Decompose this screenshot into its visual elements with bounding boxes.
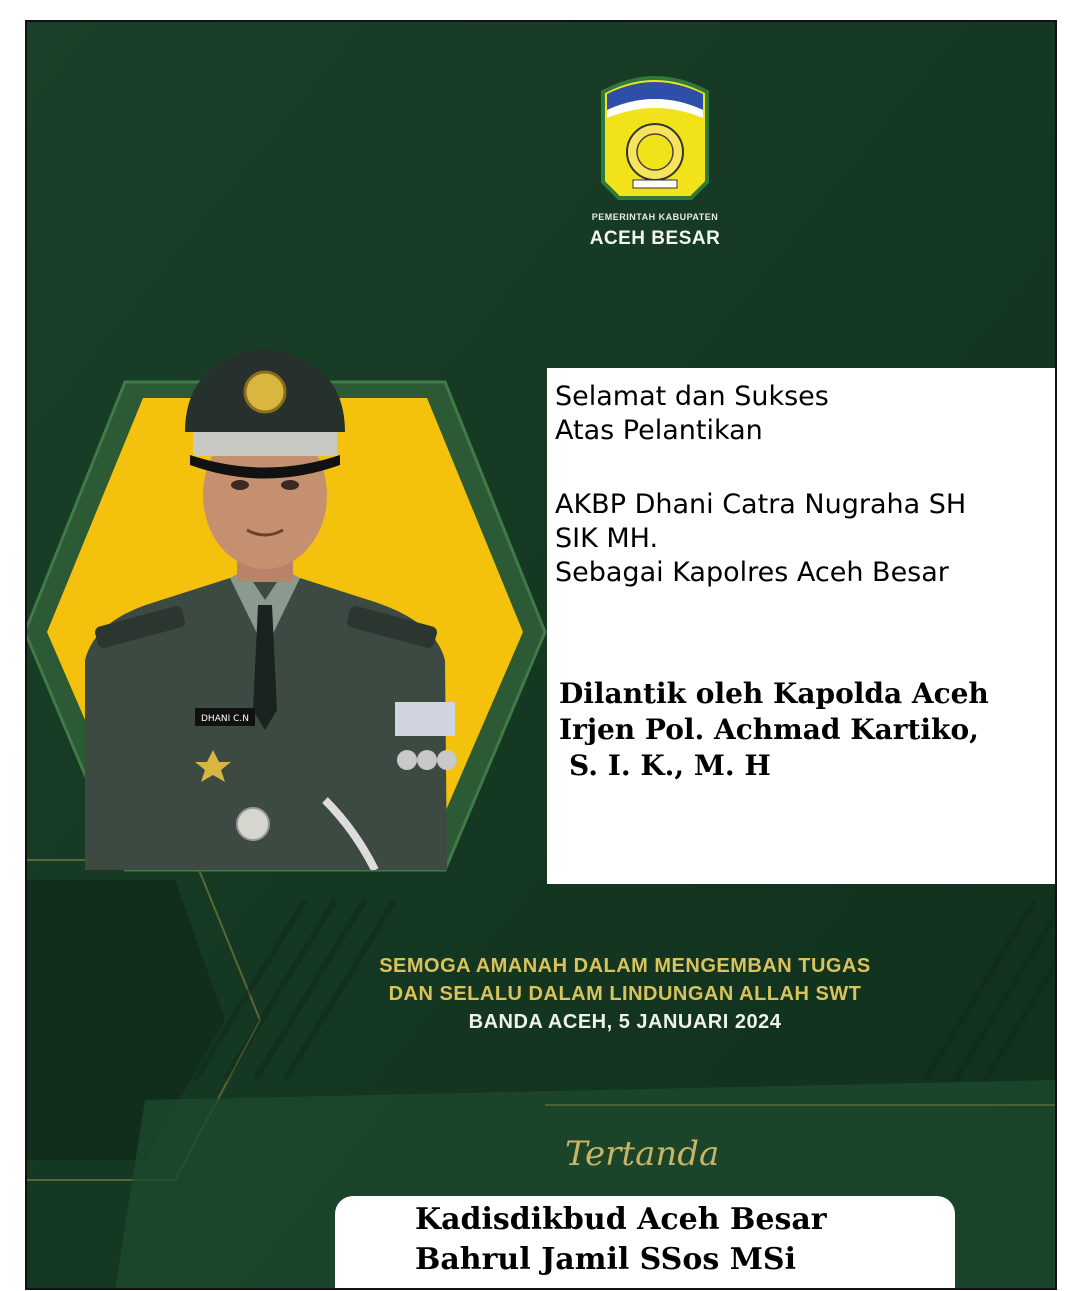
event-date: BANDA ACEH, 5 JANUARI 2024	[468, 1011, 782, 1033]
poster	[25, 20, 1057, 1290]
inauguration-line3: S. I. K., M. H	[569, 749, 771, 782]
aceh-besar-emblem-icon	[595, 70, 715, 205]
announcement-box	[547, 368, 1057, 884]
gov-label-small: PEMERINTAH KABUPATEN	[591, 212, 719, 222]
wishes-line2: DAN SELALU DALAM LINDUNGAN ALLAH SWT	[388, 983, 862, 1005]
signature-title: Kadisdikbud Aceh Besar	[415, 1202, 827, 1237]
inauguration-line2: Irjen Pol. Achmad Kartiko,	[559, 713, 979, 746]
inauguration-line1: Dilantik oleh Kapolda Aceh	[559, 677, 989, 710]
congrats-line2: Atas Pelantikan	[555, 415, 763, 446]
wishes-line1: SEMOGA AMANAH DALAM MENGEMBAN TUGAS	[379, 955, 871, 977]
signature-name: Bahrul Jamil SSos MSi	[415, 1242, 796, 1277]
officer-portrait	[55, 330, 475, 870]
police-badge-icon	[245, 372, 285, 412]
svg-text:DHANI C.N: DHANI C.N	[201, 714, 249, 724]
gov-label-large: ACEH BESAR	[589, 228, 721, 249]
tertanda-label: Tertanda	[565, 1134, 720, 1174]
officer-name-line2: SIK MH.	[555, 523, 659, 554]
congrats-line1: Selamat dan Sukses	[555, 381, 829, 412]
officer-position: Sebagai Kapolres Aceh Besar	[555, 557, 949, 588]
officer-name-line1: AKBP Dhani Catra Nugraha SH	[555, 489, 967, 520]
